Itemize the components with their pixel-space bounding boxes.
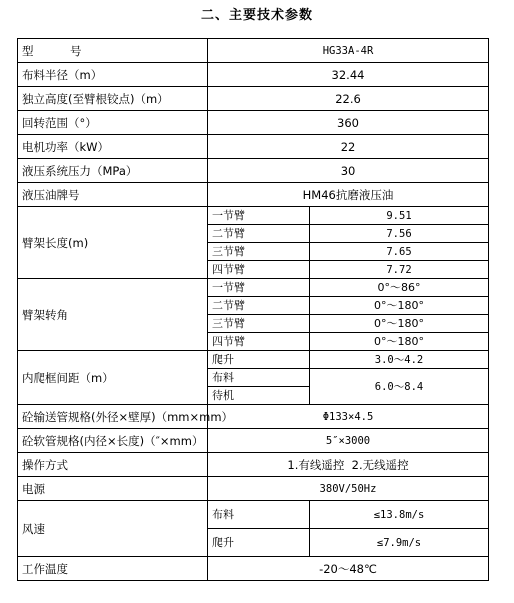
table-row — [18, 63, 489, 87]
table-row — [18, 351, 489, 369]
row-value: HM46抗磨液压油 — [208, 183, 489, 207]
row-label: 砼输送管规格(外径×壁厚)（mm×mm） — [18, 405, 208, 429]
sub-value: ≤13.8m/s — [310, 501, 489, 529]
row-value: 360 — [208, 111, 489, 135]
table-row — [18, 279, 489, 297]
sub-value: 0°～86° — [310, 279, 489, 297]
row-value: Φ133×4.5 — [208, 405, 489, 429]
spec-table — [17, 38, 489, 581]
row-value: 30 — [208, 159, 489, 183]
row-value: 22.6 — [208, 87, 489, 111]
page-title: 二、主要技术参数 — [200, 8, 313, 23]
sub-label: 布料 — [208, 369, 310, 387]
row-label: 液压油牌号 — [18, 183, 208, 207]
table-row — [18, 159, 489, 183]
sub-label: 爬升 — [208, 529, 310, 557]
row-label: 型 号 — [18, 39, 208, 63]
sub-value: 7.56 — [310, 225, 489, 243]
row-label: 回转范围（°） — [18, 111, 208, 135]
row-label: 臂架长度(m) — [18, 207, 208, 279]
sub-value: 0°～180° — [310, 315, 489, 333]
row-value: 380V/50Hz — [208, 477, 489, 501]
table-row — [18, 501, 489, 529]
sub-label: 二节臂 — [208, 225, 310, 243]
row-label: 砼软管规格(内径×长度)（″×mm） — [18, 429, 208, 453]
sub-value: 0°～180° — [310, 297, 489, 315]
table-row — [18, 477, 489, 501]
table-row — [18, 453, 489, 477]
sub-label: 布料 — [208, 501, 310, 529]
table-row — [18, 111, 489, 135]
sub-label: 二节臂 — [208, 297, 310, 315]
table-row — [18, 183, 489, 207]
table-row — [18, 207, 489, 225]
row-label: 工作温度 — [18, 557, 208, 581]
table-row — [18, 429, 489, 453]
row-value: -20～48℃ — [208, 557, 489, 581]
row-value: 1.有线遥控 2.无线遥控 — [208, 453, 489, 477]
row-label: 液压系统压力（MPa） — [18, 159, 208, 183]
row-value: 32.44 — [208, 63, 489, 87]
sub-label: 四节臂 — [208, 261, 310, 279]
row-label: 操作方式 — [18, 453, 208, 477]
row-label: 电机功率（kW） — [18, 135, 208, 159]
sub-label: 四节臂 — [208, 333, 310, 351]
sub-label: 三节臂 — [208, 315, 310, 333]
table-row — [18, 135, 489, 159]
sub-label: 一节臂 — [208, 207, 310, 225]
row-label: 风速 — [18, 501, 208, 557]
sub-value: 0°～180° — [310, 333, 489, 351]
row-label: 独立高度(至臂根铰点)（m） — [18, 87, 208, 111]
sub-value: 7.65 — [310, 243, 489, 261]
row-label: 臂架转角 — [18, 279, 208, 351]
table-row — [18, 87, 489, 111]
sub-value: 9.51 — [310, 207, 489, 225]
row-value: 5″×3000 — [208, 429, 489, 453]
sub-label: 爬升 — [208, 351, 310, 369]
sub-value: ≤7.9m/s — [310, 529, 489, 557]
sub-value: 6.0～8.4 — [310, 369, 489, 405]
sub-label: 一节臂 — [208, 279, 310, 297]
table-row — [18, 557, 489, 581]
row-value: 22 — [208, 135, 489, 159]
table-row — [18, 405, 489, 429]
table-row — [18, 39, 489, 63]
sub-label: 待机 — [208, 387, 310, 405]
sub-label: 三节臂 — [208, 243, 310, 261]
row-label: 电源 — [18, 477, 208, 501]
row-label: 布料半径（m） — [18, 63, 208, 87]
sub-value: 3.0～4.2 — [310, 351, 489, 369]
sub-value: 7.72 — [310, 261, 489, 279]
row-label: 内爬框间距（m） — [18, 351, 208, 405]
row-value: HG33A-4R — [208, 39, 489, 63]
